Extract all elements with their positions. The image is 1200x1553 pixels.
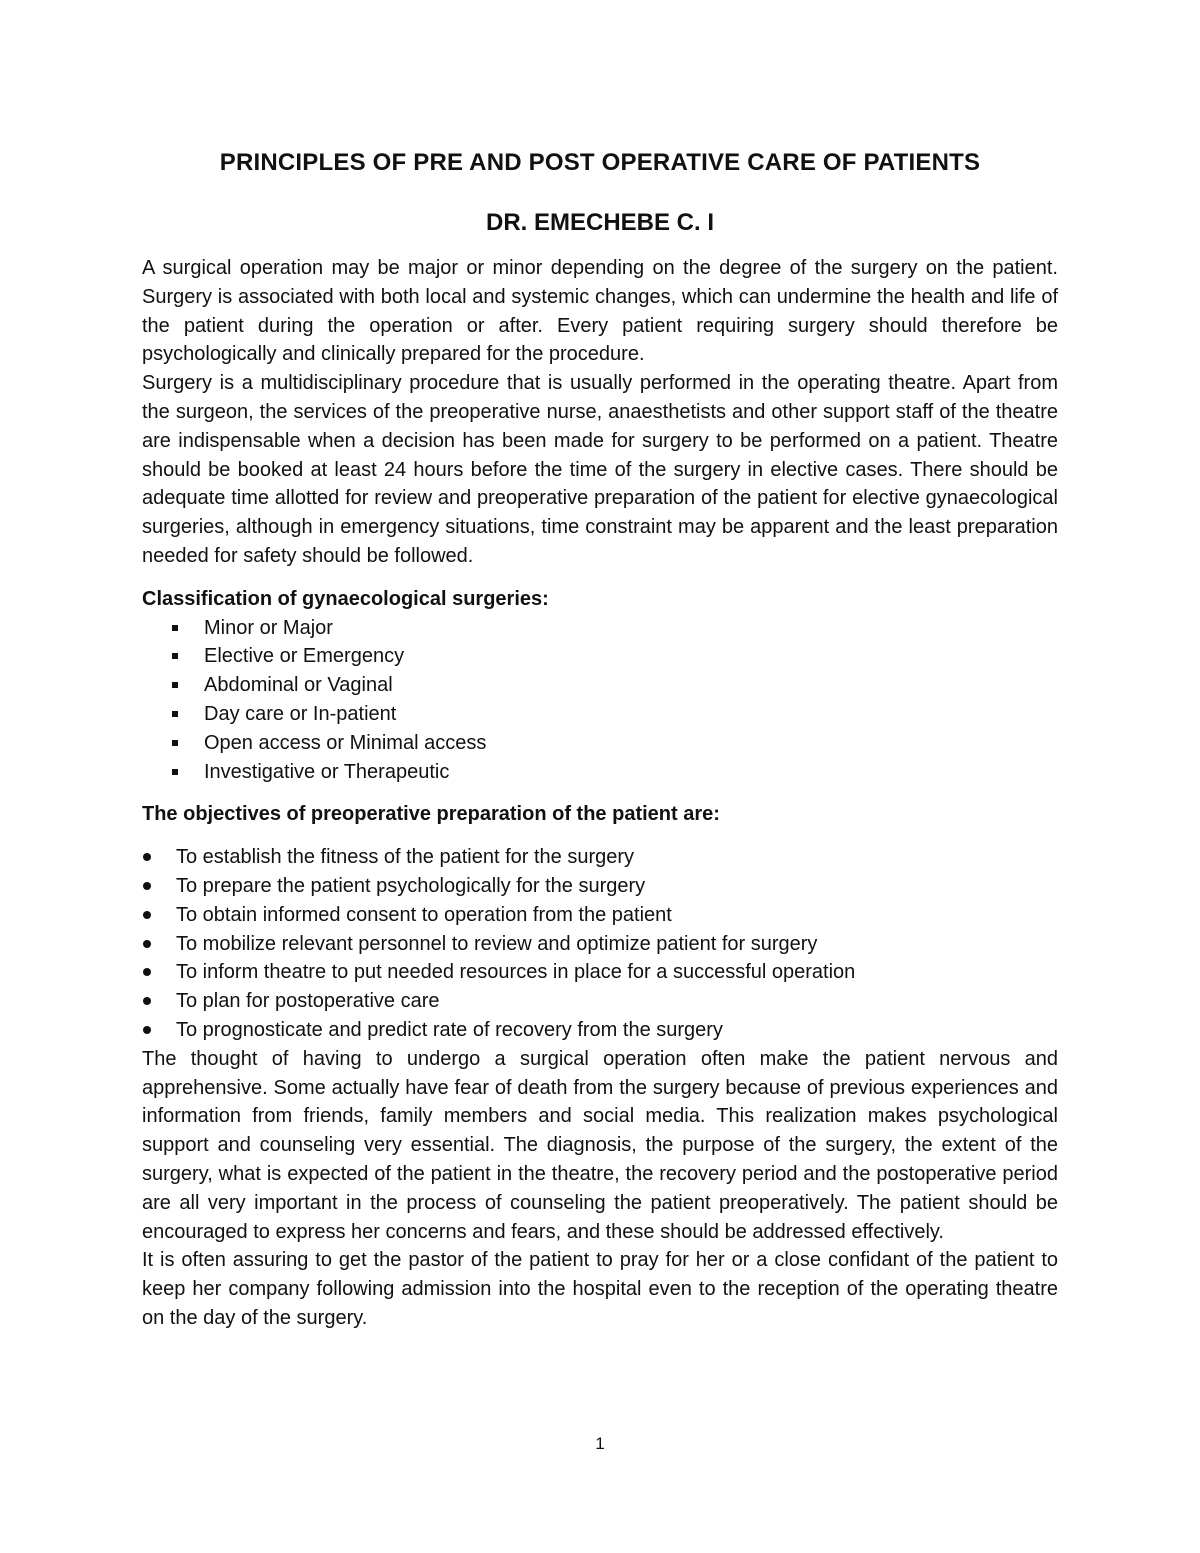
list-item [142,758,1058,787]
list-item [142,614,1058,643]
dot-bullet-icon [143,1026,151,1034]
list-item-text: To obtain informed consent to operation from the patient [176,903,672,926]
square-bullet-icon [172,711,178,717]
document-author: DR. EMECHEBE C. I [485,209,715,236]
list-item [142,987,1058,1016]
square-bullet-icon [172,769,178,775]
second-paragraph: Surgery is a multidisciplinary procedure that is usually performed in the operating theatre. Apart from the surgeon, the services of the preoperative nurse, anaesthetists and other support staff of the theatre are indispensable when a decision has been made for surgery to be performed on a patient. Theatre should be booked at least 24 hours before the time of the surgery in elective cases. There should be adequate time allotted for review and preoperative preparation of the patient for elective gynaecological surgeries, although in emergency situations, time constraint may be apparent and the least preparation needed for safety should be followed. [142,372,1058,567]
page-number: 1 [595,1434,605,1453]
intro-paragraph: A surgical operation may be major or minor depending on the degree of the surgery on the patient. Surgery is associated with both local and systemic changes, which can undermine the health and life of the patient during the operation or after. Every patient requiring surgery should therefore be psychologically and clinically prepared for the procedure. [142,257,1058,366]
list-item-text: To plan for postoperative care [176,990,440,1013]
list-item-text: Minor or Major [204,616,333,639]
list-item-text: To establish the fitness of the patient for the surgery [176,846,635,869]
list-item-text: To inform theatre to put needed resources in place for a successful operation [176,961,856,984]
list-item [142,901,1058,930]
dot-bullet-icon [143,911,151,919]
list-item [142,843,1058,872]
list-item-text: Abdominal or Vaginal [204,674,393,697]
list-item-text: To mobilize relevant personnel to review and optimize patient for surgery [176,932,818,955]
dot-bullet-icon [143,997,151,1005]
list-item [142,729,1058,758]
document-page [142,146,1058,1333]
list-item [142,958,1058,987]
square-bullet-icon [172,653,178,659]
square-bullet-icon [172,682,178,688]
list-item [142,671,1058,700]
classification-heading: Classification of gynaecological surgeries: [142,587,549,610]
objectives-list [142,843,1058,1045]
fourth-paragraph: It is often assuring to get the pastor of the patient to pray for her or a close confidant of the patient to keep her company following admission into the hospital even to the reception of the operating theatre on the day of the surgery. [142,1249,1058,1329]
list-item-text: To prepare the patient psychologically for the surgery [176,874,646,897]
dot-bullet-icon [143,853,151,861]
classification-list [142,614,1058,787]
list-item [142,872,1058,901]
list-item [142,930,1058,959]
list-item [142,1016,1058,1045]
dot-bullet-icon [143,940,151,948]
third-paragraph: The thought of having to undergo a surgical operation often make the patient nervous and apprehensive. Some actually have fear of death from the surgery because of previous experiences and information from friends, family members and social media. This realization makes psychological support and counseling very essential. The diagnosis, the purpose of the surgery, the extent of the surgery, what is expected of the patient in the theatre, the recovery period and the postoperative period are all very important in the process of counseling the patient preoperatively. The patient should be encouraged to express her concerns and fears, and these should be addressed effectively. [142,1047,1058,1243]
square-bullet-icon [172,740,178,746]
list-item-text: Day care or In-patient [204,702,397,725]
objectives-heading: The objectives of preoperative preparation of the patient are: [142,803,720,826]
list-item [142,700,1058,729]
square-bullet-icon [172,625,178,631]
dot-bullet-icon [143,968,151,976]
list-item-text: Open access or Minimal access [204,731,487,754]
list-item-text: Elective or Emergency [204,645,405,668]
dot-bullet-icon [143,882,151,890]
document-title: PRINCIPLES OF PRE AND POST OPERATIVE CARE OF PATIENTS [219,149,981,176]
list-item-text: To prognosticate and predict rate of recovery from the surgery [176,1018,723,1041]
list-item [142,642,1058,671]
list-item-text: Investigative or Therapeutic [204,760,450,783]
